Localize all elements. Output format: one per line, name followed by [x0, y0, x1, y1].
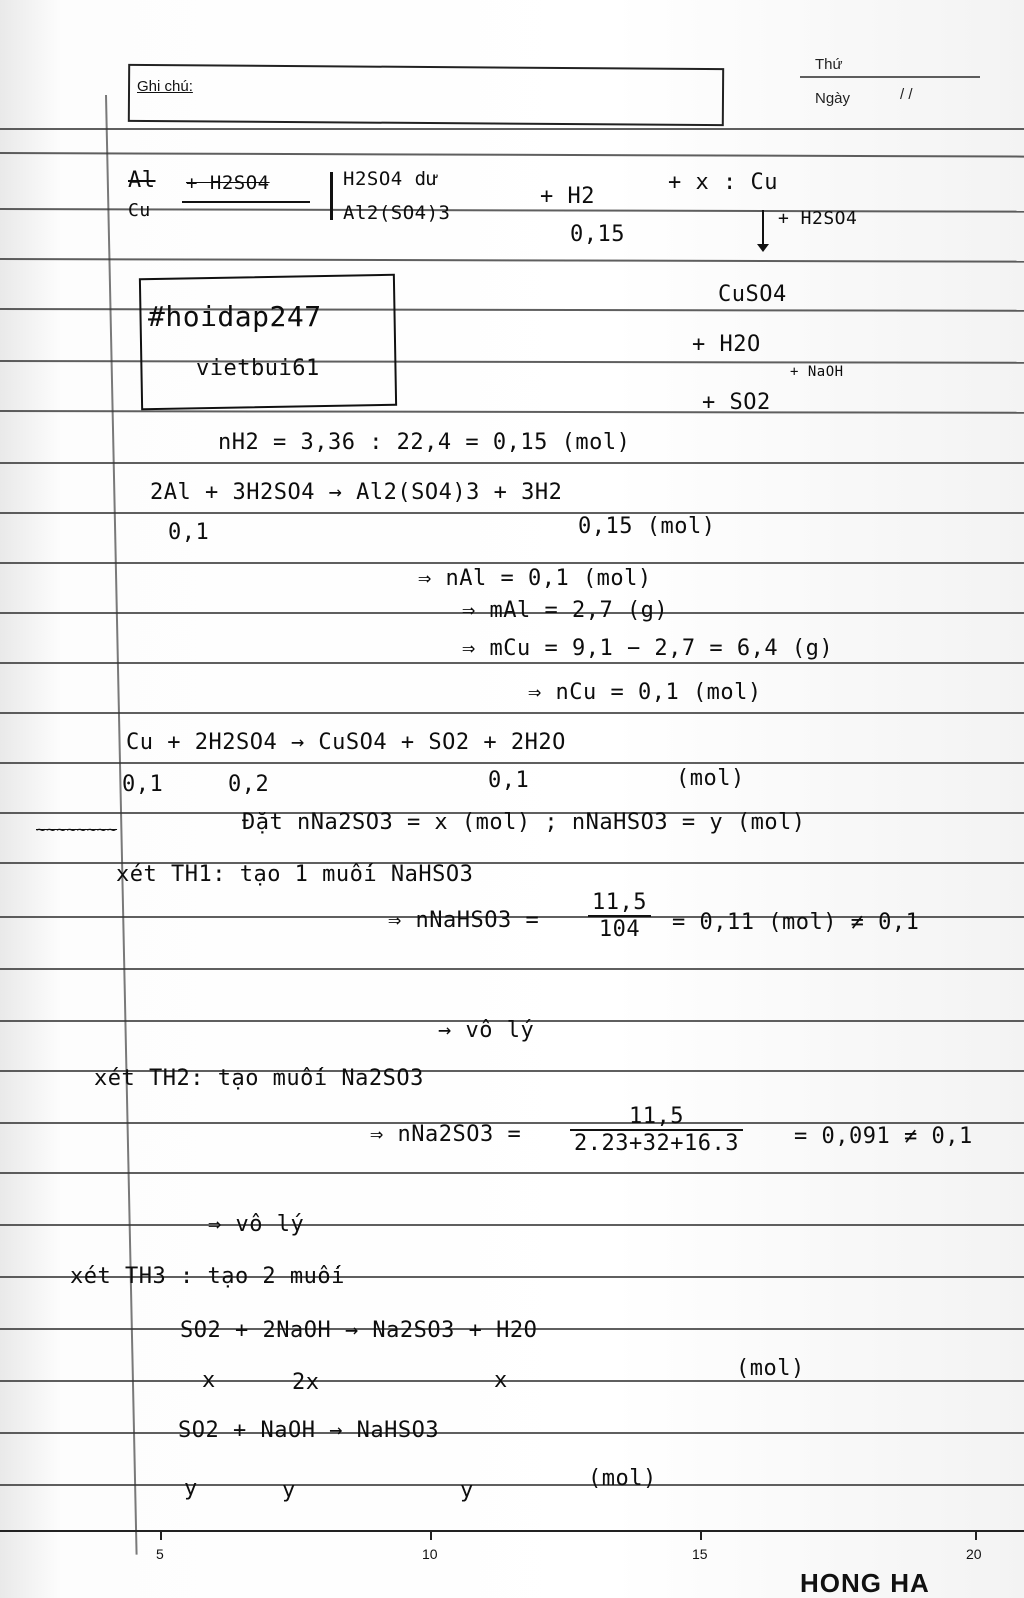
- ruler-tick: [700, 1530, 702, 1540]
- ruler-label-5: 5: [156, 1546, 164, 1562]
- mol-x-2: x: [494, 1368, 508, 1393]
- reagent-arrow: [182, 201, 310, 203]
- weekday-label: Thứ: [815, 56, 843, 73]
- rule-line: [0, 1432, 1024, 1434]
- ruler-label-20: 20: [966, 1546, 982, 1562]
- arrow-down-icon: [762, 210, 764, 248]
- case-2: xét TH2: tạo muối Na2SO3: [94, 1066, 424, 1091]
- mol-unit: (mol): [676, 766, 745, 791]
- scheme-bracket: [330, 172, 333, 220]
- rule-line: [0, 662, 1024, 664]
- date-label: Ngày: [815, 90, 851, 107]
- fraction-numerator: 11,5: [588, 890, 651, 917]
- rule-line: [0, 128, 1024, 130]
- ruler-tick: [160, 1530, 162, 1540]
- mol-unit-3: (mol): [588, 1466, 657, 1491]
- ruler-tick: [975, 1530, 977, 1540]
- scheme-h2: + H2: [540, 184, 595, 209]
- case-1-calc-left: ⇒ nNaHSO3 =: [388, 908, 540, 933]
- rule-line: [0, 1380, 1024, 1382]
- scheme-naoh: + NaOH: [790, 364, 844, 380]
- rule-line: [0, 1224, 1024, 1226]
- mol-h2: 0,15 (mol): [578, 514, 716, 539]
- brand-logo: HONG HA: [800, 1568, 930, 1598]
- date-slashes: / /: [900, 86, 913, 103]
- rule-line: [0, 1172, 1024, 1174]
- line-mal: ⇒ mAl = 2,7 (g): [462, 598, 669, 623]
- line-nh2: nH2 = 3,36 : 22,4 = 0,15 (mol): [218, 430, 631, 455]
- scheme-h2-mol: 0,15: [570, 222, 625, 247]
- ruler-label-15: 15: [692, 1546, 708, 1562]
- notes-label: Ghi chú:: [137, 78, 193, 95]
- scheme-x-cu: + x : Cu: [668, 170, 778, 195]
- eq-al-h2so4: 2Al + 3H2SO4 → Al2(SO4)3 + 3H2: [150, 480, 563, 505]
- case-1: xét TH1: tạo 1 muối NaHSO3: [116, 862, 474, 887]
- mol-cu: 0,1: [122, 772, 164, 797]
- line-nal: ⇒ nAl = 0,1 (mol): [418, 566, 652, 591]
- case-1-fraction: [588, 890, 651, 942]
- scheme-al: Al: [128, 168, 156, 193]
- mol-unit-2: (mol): [736, 1356, 805, 1381]
- case-2-calc-left: ⇒ nNa2SO3 =: [370, 1122, 522, 1147]
- mol-so2: 0,1: [488, 768, 530, 793]
- eq-so2-naoh: SO2 + NaOH → NaHSO3: [178, 1418, 440, 1443]
- scheme-al2so43: Al2(SO4)3: [343, 202, 451, 224]
- notes-box: [128, 64, 724, 126]
- mol-al: 0,1: [168, 520, 210, 545]
- mol-h2so4: 0,2: [228, 772, 270, 797]
- eq-so2-2naoh: SO2 + 2NaOH → Na2SO3 + H2O: [180, 1318, 538, 1343]
- scheme-h2o: + H2O: [692, 332, 761, 357]
- case-3: xét TH3 : tạo 2 muối: [70, 1264, 345, 1289]
- fraction-denominator: 104: [598, 917, 641, 942]
- rule-line: [0, 410, 1024, 414]
- scheme-reagent: + H2SO4: [186, 172, 270, 194]
- signature-box: [139, 274, 397, 410]
- case-2-calc-right: = 0,091 ≠ 0,1: [794, 1124, 973, 1149]
- case-2-conclusion: ⇒ vô lý: [208, 1212, 305, 1237]
- rule-line: [0, 712, 1024, 714]
- ruler: [0, 1530, 1024, 1532]
- scheme-h2so4-excess: H2SO4 dư: [343, 168, 439, 190]
- rule-line: [0, 258, 1024, 263]
- rule-line: [0, 152, 1024, 158]
- scheme-so2: + SO2: [702, 390, 771, 415]
- ruler-tick: [430, 1530, 432, 1540]
- fraction-denominator: 2.23+32+16.3: [574, 1131, 739, 1156]
- tag-line-2: vietbui61: [196, 356, 320, 381]
- tag-line-1: #hoidap247: [148, 300, 322, 333]
- scheme-plus-h2so4: + H2SO4: [778, 208, 858, 229]
- fraction-numerator: 11,5: [570, 1104, 743, 1131]
- rule-line: [800, 76, 980, 78]
- case-1-conclusion: → vô lý: [438, 1018, 535, 1043]
- rule-line: [0, 968, 1024, 970]
- mol-y-2: y: [282, 1478, 296, 1503]
- case-1-calc-right: = 0,11 (mol) ≠ 0,1: [672, 910, 920, 935]
- line-ncu: ⇒ nCu = 0,1 (mol): [528, 680, 762, 705]
- eq-cu-h2so4: Cu + 2H2SO4 → CuSO4 + SO2 + 2H2O: [126, 730, 566, 755]
- scheme-cuso4: CuSO4: [718, 282, 787, 307]
- mol-2x: 2x: [292, 1370, 320, 1395]
- case-2-fraction: [570, 1104, 743, 1156]
- line-mcu: ⇒ mCu = 9,1 − 2,7 = 6,4 (g): [462, 636, 834, 661]
- rule-line: [0, 1484, 1024, 1486]
- rule-line: [0, 512, 1024, 514]
- mol-x-1: x: [202, 1368, 216, 1393]
- scheme-cu: Cu: [128, 200, 151, 221]
- ruler-label-10: 10: [422, 1546, 438, 1562]
- line-set-xy: Đặt nNa2SO3 = x (mol) ; nNaHSO3 = y (mol): [242, 810, 806, 835]
- rule-line: [0, 462, 1024, 464]
- rule-line: [0, 562, 1024, 564]
- mol-y-1: y: [184, 1476, 198, 1501]
- mol-y-3: y: [460, 1478, 474, 1503]
- rule-line: [0, 762, 1024, 764]
- rule-line: [0, 208, 1024, 213]
- crossed-out-scribble: ~~~~~~~~: [36, 820, 118, 839]
